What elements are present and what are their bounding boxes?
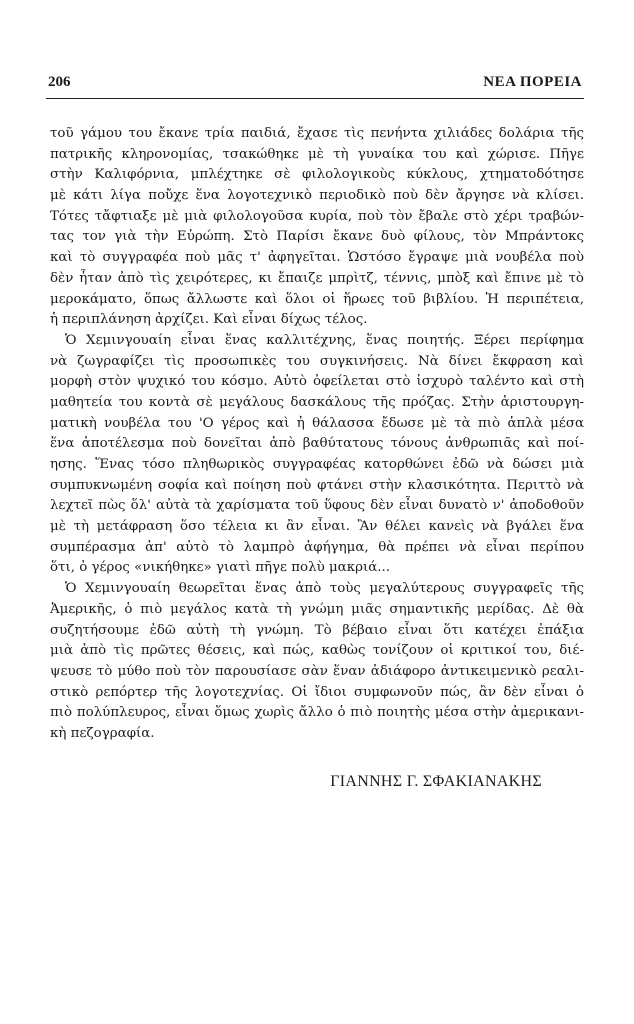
paragraph [50,124,584,331]
text-line: ψευσε τὸ μύθο ποὺ τὸν παρουσίασε σὰν ἕναν ἀδιάφορο ἀντικειμενικὸ ρεαλι- [50,663,584,679]
text-line: ἕνα ἀποτέλεσμα ποὺ δονεῖται ἀπὸ βαθύτατους τόνους ἀνθρωπιᾶς καὶ ποί- [50,436,584,452]
text-line: Ὁ Χεμινγουαίη εἶναι ἕνας καλλιτέχνης, ἕνας ποιητής. Ξέρει περίφημα [65,332,584,348]
text-line: συμπυκνωμένη σοφία καὶ ποίηση ποὺ φτάνει στὴν κλασικότητα. Περιττὸ νὰ [50,477,584,493]
text-line: συμπέρασμα ἀπ' αὐτὸ τὸ λαμπρὸ ἀφήγημα, θὰ πρέπει νὰ εἶναι περίπου [50,539,584,555]
paragraph [50,331,584,579]
text-line: Ἀμερικῆς, ὁ πιὸ μεγάλος κατὰ τὴ γνώμη μιᾶς σημαντικῆς μερίδας. Δὲ θὰ [50,601,584,617]
text-line: μαθητεία του κοντὰ σὲ μεγάλους δασκάλους τῆς πρόζας. Στὴν ἀριστουργη- [50,394,584,410]
text-line: δὲν ἦταν ἀπὸ τὶς χειρότερες, κι ἔπαιζε μπρὶτζ, τέννις, μπὸξ καὶ ἔπινε μὲ τὸ [50,270,584,286]
text-line: πιὸ πολύπλευρος, εἶναι ὅμως χωρὶς ἄλλο ὁ πιὸ ποιητὴς μέσα στὴν ἀμερικανι- [50,705,584,721]
text-line: ὅτι, ὁ γέρος «νικήθηκε» γιατὶ πῆγε πολὺ μακριά... [50,560,391,576]
text-line: τας τον γιὰ τὴν Εὐρώπη. Στὸ Παρίσι ἔκανε δυὸ φίλους, τὸν Μπράντοκς [50,229,584,245]
text-line: λεχτεῖ πὼς ὅλ' αὐτὰ τὰ χαρίσματα τοῦ ὕφους δὲν εἶναι δυνατὸ ν' ἀποδοθοῦν [50,498,584,514]
text-line: καὶ τὸ συγγραφέα ποὺ μᾶς τ' ἀφηγεῖται. Ὡστόσο ἔγραψε μιὰ νουβέλα ποὺ [50,250,584,266]
text-line: στικὸ ρεπόρτερ τῆς λογοτεχνίας. Οἱ ἴδιοι συμφωνοῦν πώς, ἂν δὲν εἶναι ὁ [50,684,584,700]
text-line: τοῦ γάμου του ἔκανε τρία παιδιά, ἔχασε τὶς πενήντα χιλιάδες δολάρια τῆς [50,126,584,141]
text-line: Ὁ Χεμινγουαίη θεωρεῖται ἕνας ἀπὸ τοὺς μεγαλύτερους συγγραφεῖς τῆς [65,581,584,597]
text-line: ησης. Ἕνας τόσο πληθωρικὸς συγγραφέας κατορθώνει ἐδῶ νὰ δώσει μιὰ [50,457,584,472]
text-line: πατρικῆς κληρονομίας, τσακώθηκε μὲ τὴ γυναίκα του καὶ χώρισε. Πῆγε [50,146,584,162]
text-line: μιὰ ἀπὸ τὶς πρῶτες θέσεις, καὶ πώς, καθὼς τονίζουν οἱ κριτικοί του, διέ- [50,643,584,659]
text-line: κὴ πεζογραφία. [50,725,155,741]
text-line: ἡ περιπλάνηση ἀρχίζει. Καὶ εἶναι δίχως τέλος. [50,312,368,328]
text-line: μεροκάματο, ὅπως ἄλλωστε καὶ ὅλοι οἱ ἥρωες τοῦ βιβλίου. Ἡ περιπέτεια, [50,291,584,307]
text-line: στὴν Καλιφόρνια, μπλέχτηκε σὲ φιλολογικοὺς κύκλους, χτηματοδότησε [50,167,584,183]
text-line: Τότες τἄφτιαξε μὲ μιὰ φιλολογοῦσα κυρία, ποὺ τὸν ἔβαλε στὸ χέρι τραβών- [50,208,584,224]
header-rule [46,98,584,99]
page-number: 206 [48,74,71,90]
text-line: μὲ κάτι λίγα ποὔχε ἕνα λογοτεχνικὸ περιοδικὸ ποὺ δὲν ἄργησε νὰ κλίσει. [50,188,584,204]
body-text [50,124,584,745]
text-line: νὰ ζωγραφίζει τὶς προσωπικὲς του συγκινήσεις. Νὰ δίνει ἔκφραση καὶ [50,353,584,369]
paragraph [50,579,584,745]
author-signature: ΓΙΑΝΝΗΣ Γ. ΣΦΑΚΙΑΝΑΚΗΣ [330,773,542,790]
text-line: μὲ τὴ μετάφραση ὅσο τέλεια κι ἂν εἶναι. Ἂν θέλει κανεὶς νὰ βγάλει ἕνα [50,519,584,535]
running-title: ΝΕΑ ΠΟΡΕΙΑ [483,74,582,90]
text-line: ματικὴ νουβέλα του 'Ο γέρος καὶ ἡ θάλασσα ἔδωσε μὲ τὰ πιὸ ἁπλὰ μέσα [50,415,584,431]
text-line: μορφὴ στὸν ψυχικό του κόσμο. Αὐτὸ ὀφείλεται στὸ ἰσχυρὸ ταλέντο καὶ στὴ [50,374,584,390]
text-line: συζητήσουμε ἐδῶ αὐτὴ τὴ γνώμη. Τὸ βέβαιο εἶναι ὅτι κατέχει ἐπάξια [50,622,584,638]
